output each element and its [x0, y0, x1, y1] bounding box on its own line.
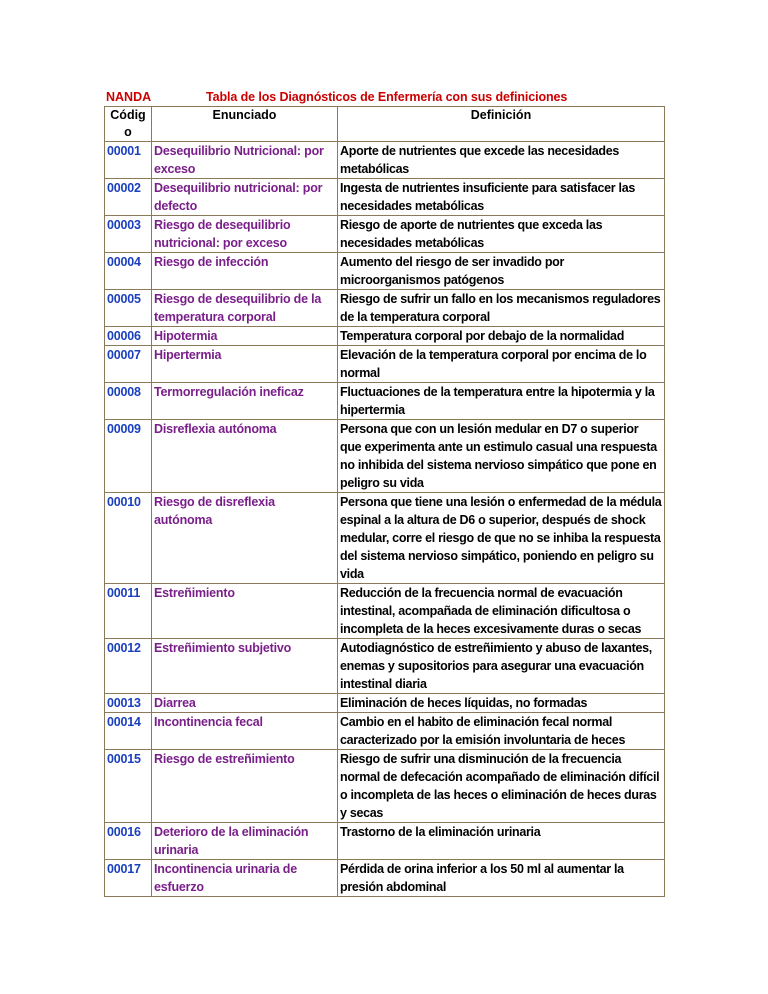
- table-row: [105, 713, 665, 750]
- code-cell: 00014: [105, 713, 152, 750]
- name-cell: Riesgo de infección: [152, 253, 338, 290]
- definition-cell: Elevación de la temperatura corporal por encima de lo normal: [338, 346, 665, 383]
- name-cell: Riesgo de estreñimiento: [152, 750, 338, 823]
- definition-cell: Fluctuaciones de la temperatura entre la hipotermia y la hipertermia: [338, 383, 665, 420]
- table-row: [105, 142, 665, 179]
- code-cell: 00017: [105, 860, 152, 897]
- diagnosis-table: [104, 106, 665, 897]
- definition-cell: Persona que con un lesión medular en D7 o superior que experimenta ante un estimulo casual una respuesta no inhibida del sistema nervioso simpático que pone en peligro su vida: [338, 420, 665, 493]
- column-header-code: Código: [105, 107, 152, 142]
- table-row: [105, 420, 665, 493]
- table-row: [105, 383, 665, 420]
- table-row: [105, 750, 665, 823]
- definition-cell: Eliminación de heces líquidas, no formadas: [338, 694, 665, 713]
- name-cell: Hipotermia: [152, 327, 338, 346]
- code-cell: 00011: [105, 584, 152, 639]
- definition-cell: Ingesta de nutrientes insuficiente para satisfacer las necesidades metabólicas: [338, 179, 665, 216]
- table-row: [105, 216, 665, 253]
- code-cell: 00003: [105, 216, 152, 253]
- definition-cell: Pérdida de orina inferior a los 50 ml al aumentar la presión abdominal: [338, 860, 665, 897]
- name-cell: Incontinencia fecal: [152, 713, 338, 750]
- table-row: [105, 694, 665, 713]
- table-row: [105, 639, 665, 694]
- name-cell: Termorregulación ineficaz: [152, 383, 338, 420]
- table-row: [105, 860, 665, 897]
- name-cell: Diarrea: [152, 694, 338, 713]
- code-cell: 00005: [105, 290, 152, 327]
- definition-cell: Cambio en el habito de eliminación fecal normal caracterizado por la emisión involuntaria de heces: [338, 713, 665, 750]
- table-row: [105, 493, 665, 584]
- page-header: [106, 89, 664, 106]
- definition-cell: Reducción de la frecuencia normal de evacuación intestinal, acompañada de eliminación dificultosa o incompleta de la heces excesivamente duras o secas: [338, 584, 665, 639]
- page-title: Tabla de los Diagnósticos de Enfermería con sus definiciones: [206, 90, 568, 104]
- table-row: [105, 823, 665, 860]
- definition-cell: Autodiagnóstico de estreñimiento y abuso de laxantes, enemas y supositorios para asegurar una evacuación intestinal diaria: [338, 639, 665, 694]
- name-cell: Estreñimiento subjetivo: [152, 639, 338, 694]
- name-cell: Riesgo de desequilibrio de la temperatura corporal: [152, 290, 338, 327]
- name-cell: Desequilibrio Nutricional: por exceso: [152, 142, 338, 179]
- definition-cell: Riesgo de sufrir un fallo en los mecanismos reguladores de la temperatura corporal: [338, 290, 665, 327]
- name-cell: Disreflexia autónoma: [152, 420, 338, 493]
- column-header-definition: Definición: [338, 107, 665, 142]
- definition-cell: Temperatura corporal por debajo de la normalidad: [338, 327, 665, 346]
- code-cell: 00016: [105, 823, 152, 860]
- name-cell: Riesgo de desequilibrio nutricional: por exceso: [152, 216, 338, 253]
- definition-cell: Aporte de nutrientes que excede las necesidades metabólicas: [338, 142, 665, 179]
- column-header-name: Enunciado: [152, 107, 338, 142]
- table-row: [105, 179, 665, 216]
- code-cell: 00002: [105, 179, 152, 216]
- table-row: [105, 327, 665, 346]
- name-cell: Desequilibrio nutricional: por defecto: [152, 179, 338, 216]
- code-cell: 00006: [105, 327, 152, 346]
- table-header-row: [105, 107, 665, 142]
- table-row: [105, 346, 665, 383]
- definition-cell: Trastorno de la eliminación urinaria: [338, 823, 665, 860]
- code-cell: 00008: [105, 383, 152, 420]
- code-cell: 00009: [105, 420, 152, 493]
- table-row: [105, 253, 665, 290]
- nanda-label: NANDA: [106, 90, 152, 104]
- name-cell: Incontinencia urinaria de esfuerzo: [152, 860, 338, 897]
- definition-cell: Riesgo de aporte de nutrientes que exceda las necesidades metabólicas: [338, 216, 665, 253]
- code-cell: 00013: [105, 694, 152, 713]
- code-cell: 00010: [105, 493, 152, 584]
- name-cell: Deterioro de la eliminación urinaria: [152, 823, 338, 860]
- code-cell: 00012: [105, 639, 152, 694]
- code-cell: 00004: [105, 253, 152, 290]
- definition-cell: Aumento del riesgo de ser invadido por microorganismos patógenos: [338, 253, 665, 290]
- name-cell: Hipertermia: [152, 346, 338, 383]
- name-cell: Estreñimiento: [152, 584, 338, 639]
- table-row: [105, 584, 665, 639]
- code-cell: 00007: [105, 346, 152, 383]
- code-cell: 00015: [105, 750, 152, 823]
- definition-cell: Riesgo de sufrir una disminución de la frecuencia normal de defecación acompañado de eliminación difícil o incompleta de las heces o eliminación de heces duras y secas: [338, 750, 665, 823]
- table-row: [105, 290, 665, 327]
- code-cell: 00001: [105, 142, 152, 179]
- definition-cell: Persona que tiene una lesión o enfermedad de la médula espinal a la altura de D6 o superior, después de shock medular, corre el riesgo de que no se inhiba la respuesta del sistema nervioso simpático, poniendo en peligro su vida: [338, 493, 665, 584]
- name-cell: Riesgo de disreflexia autónoma: [152, 493, 338, 584]
